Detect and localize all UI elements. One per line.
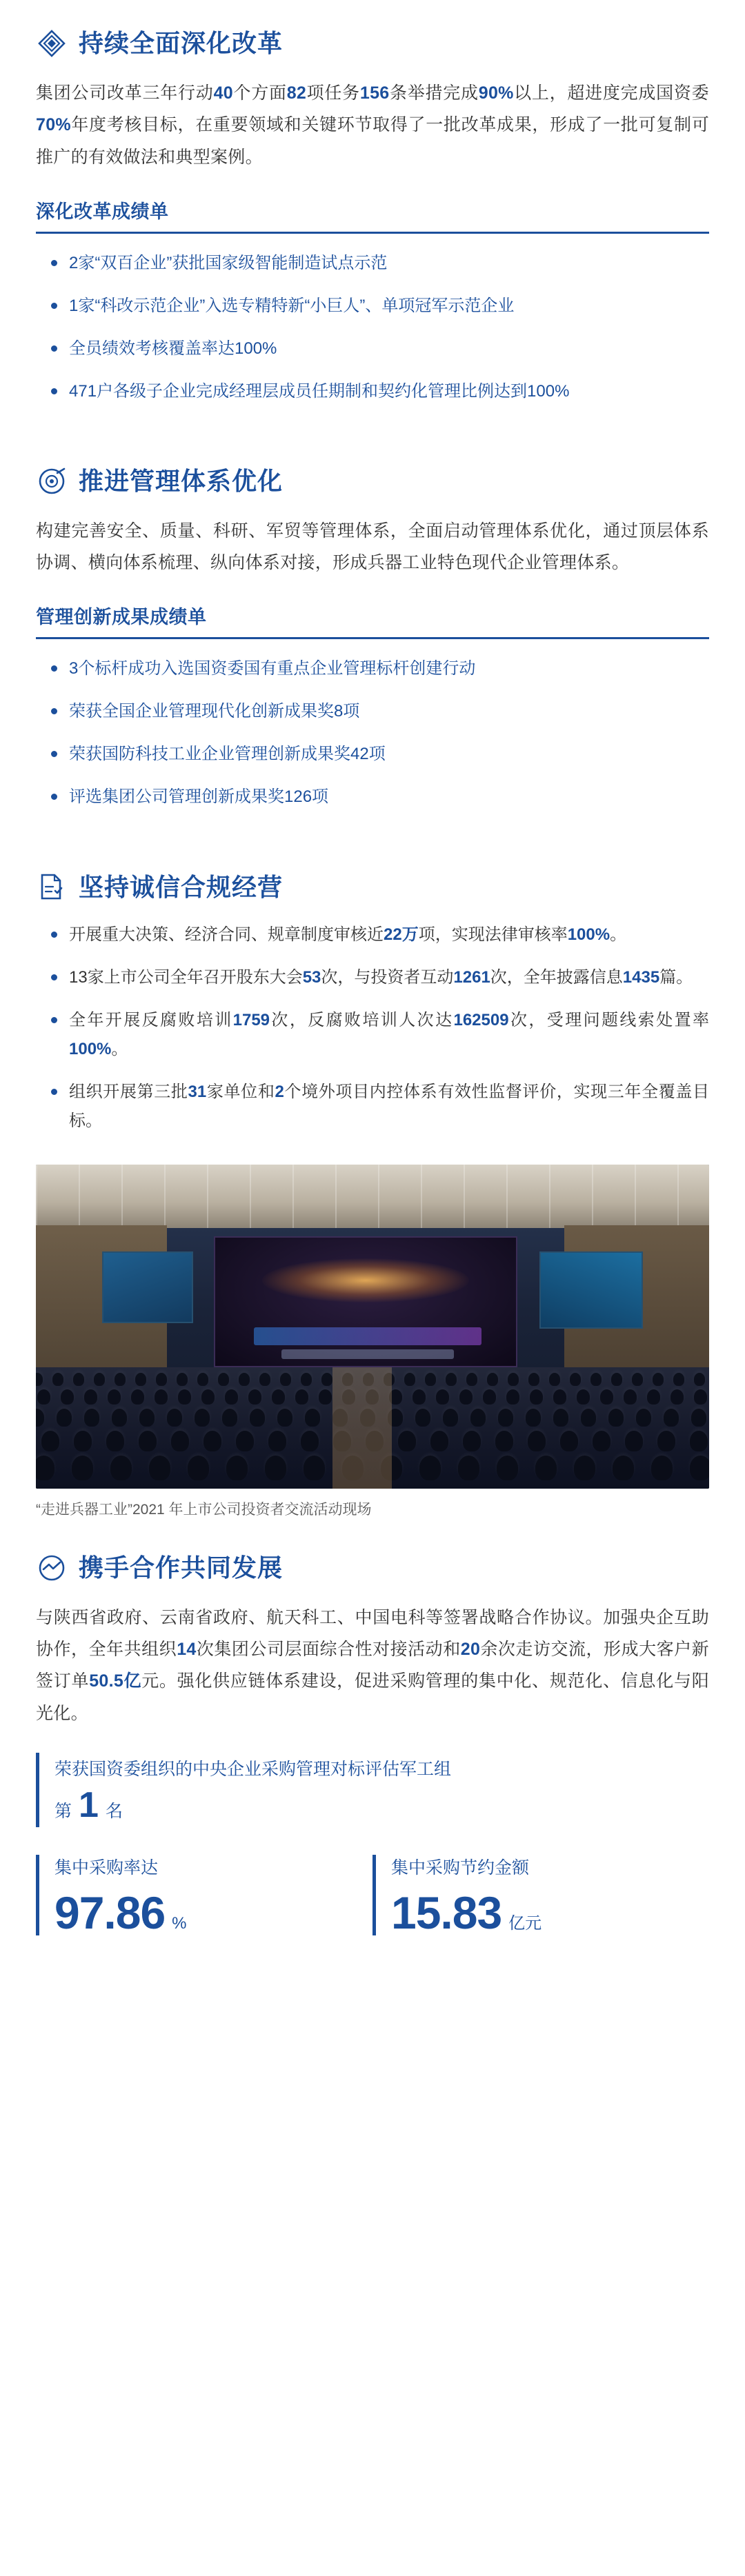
section-header-compliance	[36, 871, 709, 903]
section-paragraph-management: 构建完善安全、质量、科研、军贸等管理体系，全面启动管理体系优化，通过顶层体系协调、横向体系梳理、纵向体系对接，形成兵器工业特色现代企业管理体系。	[36, 521, 709, 572]
stat-number: 15.83	[391, 1886, 502, 1938]
procurement-rank-text: 荣获国资委组织的中央企业采购管理对标评估军工组	[54, 1759, 452, 1779]
compliance-bullet-list	[36, 920, 709, 1136]
document-check-icon	[36, 871, 68, 903]
stat-unit: %	[172, 1913, 187, 1933]
handshake-icon	[36, 1552, 68, 1584]
section-header-management	[36, 465, 709, 497]
section-header-reform	[36, 28, 709, 59]
rank-suffix: 名	[105, 1801, 123, 1821]
list-item: 3个标杆成功入选国资委国有重点企业管理标杆创建行动	[48, 654, 709, 683]
rank-number: 1	[79, 1784, 99, 1825]
stat-card	[36, 1855, 372, 1938]
list-item: 荣获全国企业管理现代化创新成果奖8项	[48, 697, 709, 726]
list-item: 评选集团公司管理创新成果奖126项	[48, 783, 709, 812]
list-item: 1家“科改示范企业”入选专精特新“小巨人”、单项冠军示范企业	[48, 292, 709, 321]
list-item: 471户各级子企业完成经理层成员任期制和契约化管理比例达到100%	[48, 377, 709, 406]
procurement-stats	[36, 1855, 709, 1938]
stat-number: 97.86	[54, 1886, 166, 1938]
stat-card	[372, 1855, 709, 1938]
list-item: 全年开展反腐败培训1759次，反腐败培训人次达162509次，受理问题线索处置率100%。	[48, 1006, 709, 1064]
stat-unit: 亿元	[508, 1913, 542, 1933]
list-item: 2家“双百企业”获批国家级智能制造试点示范	[48, 249, 709, 278]
list-item: 13家上市公司全年召开股东大会53次，与投资者互动1261次，全年披露信息1435篇。	[48, 963, 709, 992]
stat-label: 集中采购节约金额	[391, 1858, 530, 1878]
section-header-cooperation	[36, 1552, 709, 1584]
section-title: 推进管理体系优化	[79, 467, 284, 496]
subheading-reform-scorecard: 深化改革成绩单	[36, 197, 709, 234]
target-gear-icon	[36, 465, 68, 497]
list-item: 全员绩效考核覆盖率达100%	[48, 334, 709, 363]
stat-label: 集中采购率达	[54, 1858, 159, 1878]
photo-caption: “走进兵器工业”2021 年上市公司投资者交流活动现场	[36, 1502, 372, 1518]
list-item: 开展重大决策、经济合同、规章制度审核近22万项，实现法律审核率100%。	[48, 920, 709, 949]
list-item: 组织开展第三批31家单位和2个境外项目内控体系有效性监督评价，实现三年全覆盖目标。	[48, 1078, 709, 1136]
section-paragraph-cooperation: 与陕西省政府、云南省政府、航天科工、中国电科等签署战略合作协议。加强央企互助协作，全年共组织14次集团公司层面综合性对接活动和20余次走访交流，形成大客户新签订单50.5亿元。强化供应链体系建设，促进采购管理的集中化、规范化、信息化与阳光化。	[36, 1607, 709, 1723]
investor-conference-photo	[36, 1165, 709, 1489]
section-title: 携手合作共同发展	[79, 1553, 284, 1582]
list-item: 荣获国防科技工业企业管理创新成果奖42项	[48, 740, 709, 769]
section-title: 持续全面深化改革	[79, 29, 284, 58]
reform-bullet-list	[36, 249, 709, 406]
section-title: 坚持诚信合规经营	[79, 872, 284, 901]
section-paragraph-reform: 集团公司改革三年行动40个方面82项任务156条举措完成90%以上，超进度完成国资委70%年度考核目标，在重要领域和关键环节取得了一批改革成果，形成了一批可复制可推广的有效做法和典型案例。	[36, 83, 709, 167]
diamond-refresh-icon	[36, 28, 68, 59]
management-bullet-list	[36, 654, 709, 812]
subheading-management-scorecard: 管理创新成果成绩单	[36, 602, 709, 639]
procurement-rank-card	[36, 1753, 709, 1827]
rank-prefix: 第	[54, 1801, 72, 1821]
